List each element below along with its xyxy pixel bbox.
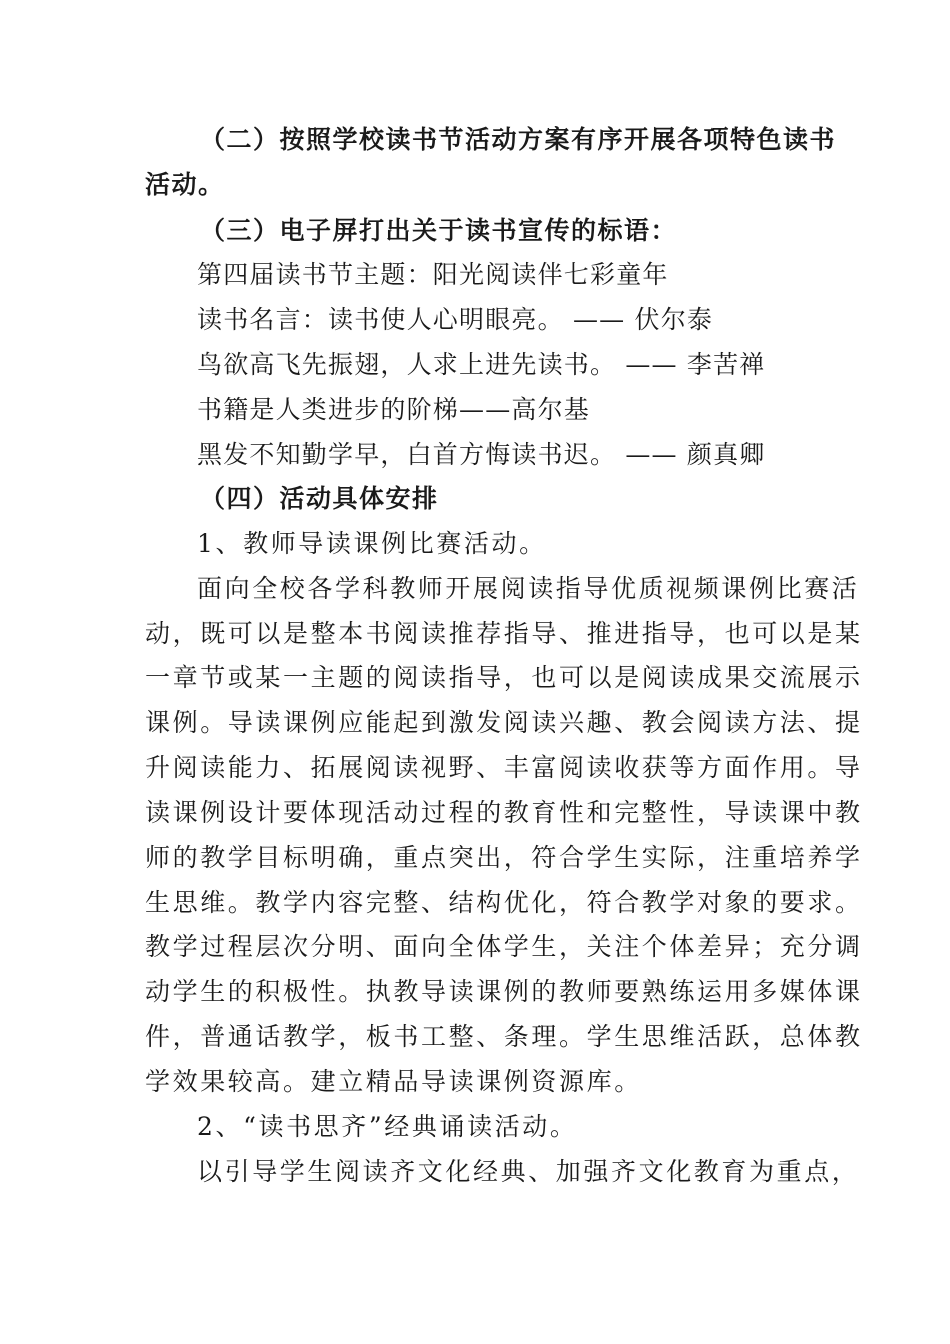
item1-line-2: 动，既可以是整本书阅读推荐指导、推进指导，也可以是某 bbox=[145, 619, 863, 648]
item1-line-11: 件，普通话教学，板书工整、条理。学生思维活跃，总体教 bbox=[145, 1022, 863, 1051]
item2-line-1: 以引导学生阅读齐文化经典、加强齐文化教育为重点， bbox=[197, 1157, 860, 1186]
section3-heading: （三）电子屏打出关于读书宣传的标语： bbox=[200, 216, 678, 245]
section2-line2: 活动。 bbox=[145, 170, 225, 199]
item1-line-8: 生思维。教学内容完整、结构优化，符合教学对象的要求。 bbox=[145, 888, 863, 917]
item1-line-12: 学效果较高。建立精品导读课例资源库。 bbox=[145, 1067, 642, 1096]
section2-line1: （二）按照学校读书节活动方案有序开展各项特色读书 bbox=[200, 125, 837, 154]
item1-line-1: 面向全校各学科教师开展阅读指导优质视频课例比赛活 bbox=[197, 574, 860, 603]
item1-line-6: 读课例设计要体现活动过程的教育性和完整性，导读课中教 bbox=[145, 798, 863, 827]
slogan-quote-voltaire: 读书名言：读书使人心明眼亮。 —— 伏尔泰 bbox=[197, 305, 714, 334]
item1-line-5: 升阅读能力、拓展阅读视野、丰富阅读收获等方面作用。导 bbox=[145, 753, 863, 782]
item2-title: 2、“读书思齐”经典诵读活动。 bbox=[197, 1112, 578, 1141]
item1-title: 1、教师导读课例比赛活动。 bbox=[197, 529, 547, 558]
slogan-theme: 第四届读书节主题：阳光阅读伴七彩童年 bbox=[197, 260, 669, 289]
section4-heading: （四）活动具体安排 bbox=[200, 484, 439, 513]
item1-line-7: 师的教学目标明确，重点突出，符合学生实际，注重培养学 bbox=[145, 843, 863, 872]
item1-line-10: 动学生的积极性。执教导读课例的教师要熟练运用多媒体课 bbox=[145, 977, 863, 1006]
slogan-quote-li-kuchan: 鸟欲高飞先振翅，人求上进先读书。 —— 李苦禅 bbox=[197, 350, 766, 379]
item1-line-9: 教学过程层次分明、面向全体学生，关注个体差异；充分调 bbox=[145, 932, 863, 961]
item1-line-4: 课例。导读课例应能起到激发阅读兴趣、教会阅读方法、提 bbox=[145, 708, 863, 737]
slogan-quote-gorky: 书籍是人类进步的阶梯——高尔基 bbox=[197, 395, 591, 424]
item1-line-3: 一章节或某一主题的阅读指导，也可以是阅读成果交流展示 bbox=[145, 663, 863, 692]
slogan-quote-yan-zhenqing: 黑发不知勤学早，白首方悔读书迟。 —— 颜真卿 bbox=[197, 440, 766, 469]
